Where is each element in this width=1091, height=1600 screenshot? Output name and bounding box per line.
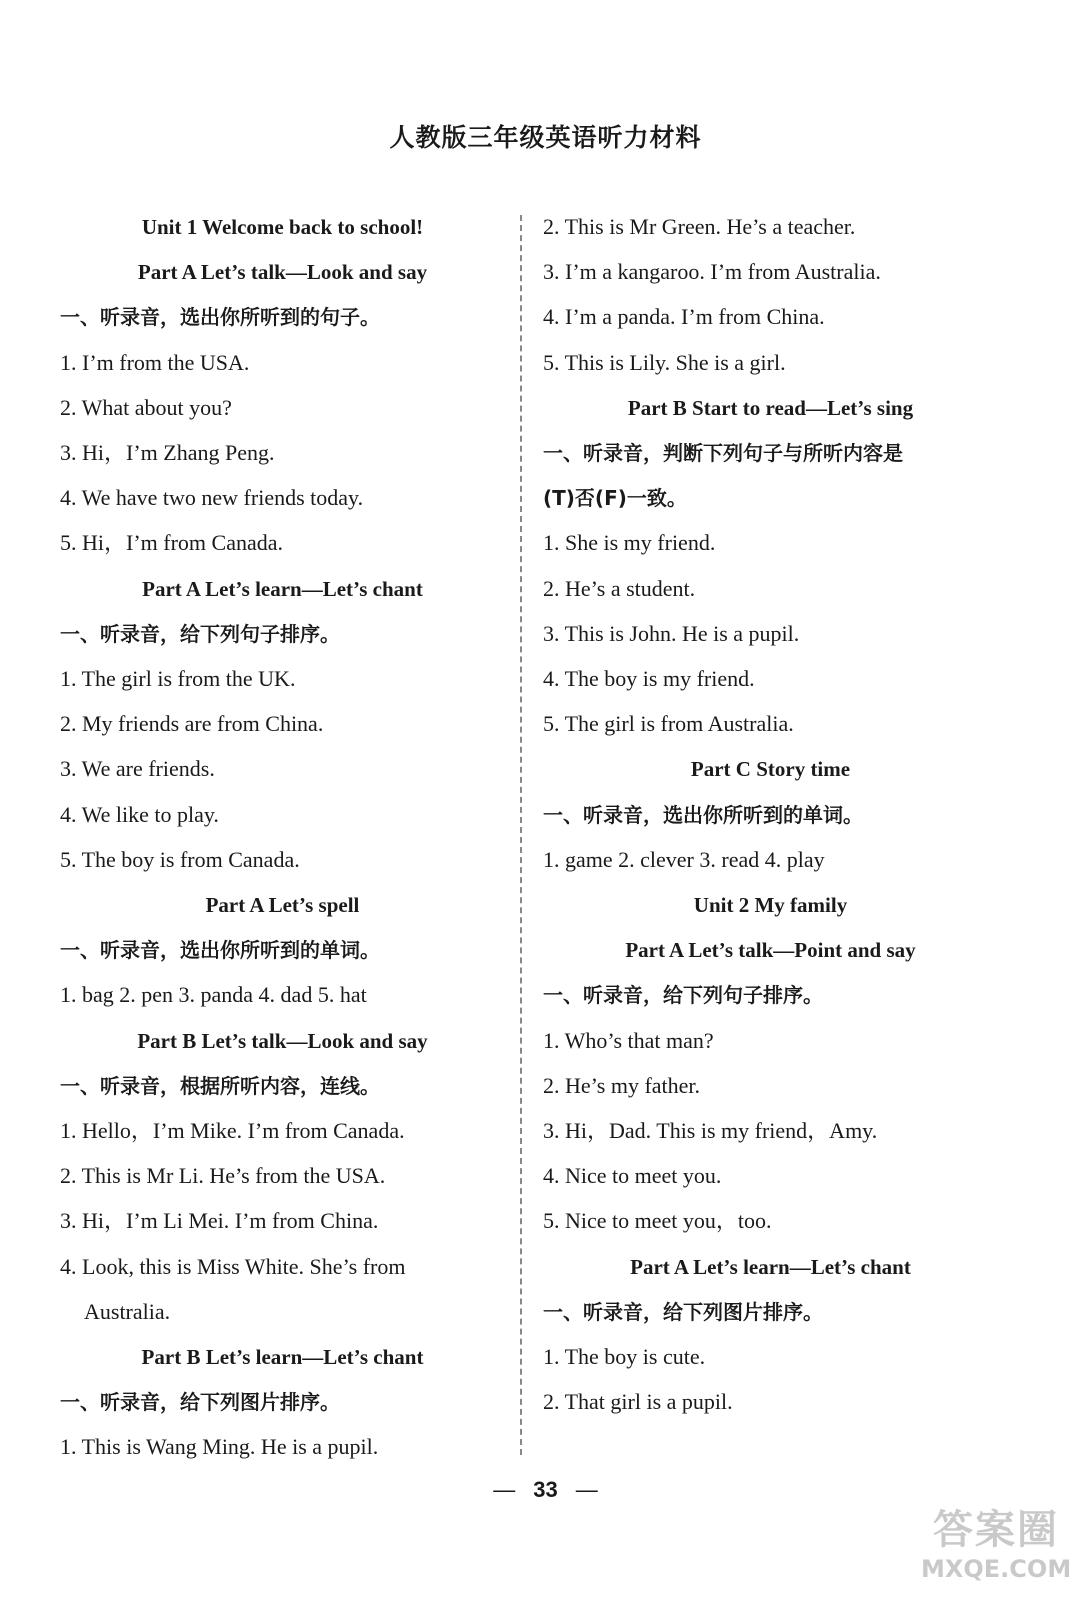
section-heading: Part B Let’s talk—Look and say (137, 1028, 428, 1053)
sentence-line: 5. This is Lily. She is a girl. (543, 349, 786, 375)
sentence-line: Australia. (84, 1298, 171, 1324)
section-heading: Part A Let’s talk—Look and say (137, 260, 428, 285)
section-heading: Part B Start to read—Let’s sing (627, 395, 914, 420)
sentence-line: 4. We like to play. (60, 801, 219, 827)
sentence-line: 1. This is Wang Ming. He is a pupil. (60, 1434, 379, 1460)
sentence-line: 3. Hi，Dad. This is my friend，Amy. (543, 1118, 878, 1143)
sentence-line: 5. Nice to meet you，too. (543, 1208, 772, 1234)
instruction-text: 一、听录音，给下列句子排序。 (543, 983, 823, 1008)
sentence-line: 2. This is Mr Li. He’s from the USA. (60, 1163, 386, 1189)
section-heading: Part A Let’s talk—Point and say (625, 938, 916, 963)
sentence-line: 3. I’m a kangaroo. I’m from Australia. (543, 259, 881, 285)
instruction-text: 一、听录音，给下列图片排序。 (60, 1390, 340, 1415)
sentence-line: 1. game 2. clever 3. read 4. play (543, 846, 825, 872)
instruction-text: 一、听录音，选出你所听到的单词。 (543, 802, 863, 827)
sentence-line: 4. Nice to meet you. (543, 1163, 722, 1189)
sentence-line: 5. The girl is from Australia. (543, 711, 794, 737)
page-dash-right: — (575, 1477, 598, 1502)
sentence-line: 1. I’m from the USA. (60, 349, 250, 375)
sentence-line: 2. What about you? (60, 394, 232, 420)
watermark-text: MXQE.COM (921, 1555, 1072, 1583)
sentence-line: 4. We have two new friends today. (60, 485, 364, 511)
sentence-line: 2. That girl is a pupil. (543, 1389, 733, 1415)
sentence-line: 3. Hi，I’m Zhang Peng. (60, 440, 275, 465)
sentence-line: 1. Hello，I’m Mike. I’m from Canada. (60, 1118, 405, 1143)
sentence-line: 1. Who’s that man? (543, 1027, 714, 1053)
instruction-text: 一、听录音，给下列图片排序。 (543, 1299, 823, 1324)
sentence-line: 3. This is John. He is a pupil. (543, 620, 800, 646)
section-heading: Part A Let’s learn—Let’s chant (630, 1254, 911, 1279)
sentence-line: 5. The boy is from Canada. (60, 846, 300, 872)
sentence-line: 1. The boy is cute. (543, 1344, 706, 1369)
sentence-line: 4. Look, this is Miss White. She’s from (60, 1253, 406, 1279)
page-title: 人教版三年级英语听力材料 (389, 123, 702, 152)
section-heading: Part A Let’s learn—Let’s chant (142, 576, 423, 601)
instruction-text: 一、听录音，根据所听内容，连线。 (60, 1073, 380, 1098)
instruction-text: 一、听录音，判断下列句子与所听内容是 (543, 441, 903, 465)
page-number-footer (0, 1477, 1091, 1503)
section-heading: Part C Story time (690, 757, 851, 782)
column-divider (520, 215, 522, 1455)
section-heading: Unit 2 My family (693, 893, 848, 917)
sentence-line: 1. She is my friend. (543, 530, 716, 556)
instruction-text: 一、听录音，选出你所听到的句子。 (60, 305, 380, 330)
sentence-line: 2. My friends are from China. (60, 711, 324, 737)
section-heading: Part B Let’s learn—Let’s chant (141, 1345, 424, 1369)
sentence-line: 3. We are friends. (60, 756, 215, 782)
sentence-line: 2. He’s my father. (543, 1072, 701, 1098)
instruction-text: 一、听录音，给下列句子排序。 (60, 621, 340, 646)
instruction-text: (T)否(F)一致。 (543, 486, 687, 511)
sentence-line: 1. bag 2. pen 3. panda 4. dad 5. hat (60, 982, 367, 1008)
sentence-line: 2. He’s a student. (543, 575, 696, 601)
sentence-line: 3. Hi，I’m Li Mei. I’m from China. (60, 1208, 379, 1234)
sentence-line: 4. I’m a panda. I’m from China. (543, 304, 825, 330)
instruction-text: 一、听录音，选出你所听到的单词。 (60, 938, 380, 963)
sentence-line: 2. This is Mr Green. He’s a teacher. (543, 214, 856, 239)
sentence-line: 5. Hi，I’m from Canada. (60, 530, 283, 556)
section-heading: Unit 1 Welcome back to school! (141, 215, 424, 239)
sentence-line: 4. The boy is my friend. (543, 666, 755, 691)
section-heading: Part A Let’s spell (205, 893, 360, 917)
page-number: 33 (533, 1477, 558, 1502)
page-dash-left: — (493, 1477, 516, 1502)
sentence-line: 1. The girl is from the UK. (60, 666, 296, 691)
watermark-glyph: 答案圈 (933, 1507, 1059, 1553)
watermark-logo (921, 1505, 1071, 1595)
